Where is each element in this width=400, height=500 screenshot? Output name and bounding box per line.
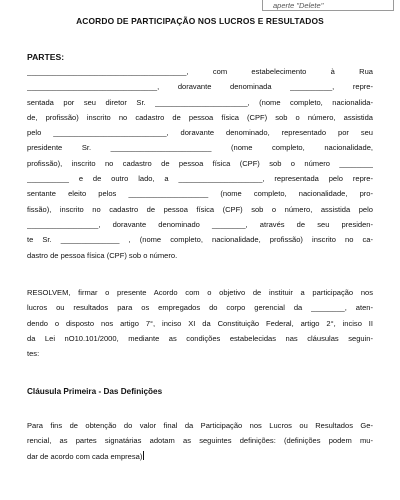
partes-label: PARTES:	[27, 52, 65, 62]
partes-paragraph[interactable]	[27, 64, 373, 263]
paragraph-line: ______________________________________, com estabelecimento à Rua	[27, 67, 373, 76]
paragraph-line	[27, 449, 373, 464]
resolvem-paragraph[interactable]	[27, 285, 373, 361]
paragraph-line: lucros ou resultados para os empregados do corpo gerencial da ________, aten-	[27, 303, 373, 313]
paragraph-line: Para fins de obtenção do valor final da Participação nos Lucros ou Resultados Ge-	[27, 421, 373, 430]
paragraph-line: sentada por seu diretor Sr. ______________________, (nome completo, nacionalida-	[27, 97, 373, 107]
paragraph-line: presidente Sr. ________________________ (nome completo, nacionalidade,	[27, 143, 373, 153]
paragraph-line: sentante eleito pelos ___________________ (nome completo, nacionalidade, pro-	[27, 189, 373, 199]
paragraph-line: dastro de pessoa física (CPF) sob o número.	[27, 250, 178, 260]
paragraph-line: da Lei nO10.101/2000, mediante as condições estabelecidas nas cláusulas seguin-	[27, 333, 373, 343]
text-cursor	[143, 451, 144, 460]
paragraph-line: de, profissão) inscrito no cadastro de pessoa física (CPF) sob o número, assistida	[27, 112, 373, 122]
document-title: ACORDO DE PARTICIPAÇÃO NOS LUCROS E RESULTADOS	[76, 16, 324, 26]
paragraph-line: rencial, as partes signatárias adotam as seguintes definições: (definições podem mu-	[27, 436, 373, 446]
paragraph-line: _______________________________, doravante denominada __________, repre-	[27, 82, 373, 92]
definitions-paragraph[interactable]	[27, 418, 373, 464]
paragraph-line: tes:	[27, 349, 40, 359]
paragraph-line: RESOLVEM, firmar o presente Acordo com o objetivo de instituir a participação nos	[27, 288, 373, 297]
delete-hint-box[interactable]: aperte "Delete"	[262, 0, 394, 11]
paragraph-line: dendo o disposto nos artigo 7°, inciso XI da Constituição Federal, artigo 2°, inciso II	[27, 318, 373, 328]
paragraph-line-text: dar de acordo com cada empresa)	[27, 451, 143, 461]
paragraph-line: fissão), inscrito no cadastro de pessoa física (CPF) sob o número, assistida pelo	[27, 204, 373, 214]
paragraph-line: te Sr. ______________ , (nome completo, nacionalidade, profissão) inscrito no ca-	[27, 235, 373, 245]
paragraph-line: _________________, doravante denominado ________, através de seu presiden-	[27, 219, 373, 229]
paragraph-line: __________ e de outro lado, a ____________________, representada pelo repre-	[27, 174, 373, 184]
paragraph-line: pelo ___________________________, doravante denominado, representado por seu	[27, 128, 373, 138]
paragraph-line: profissão), inscrito no cadastro de pessoa física (CPF) sob o número ________	[27, 158, 373, 168]
clause-heading: Cláusula Primeira - Das Definições	[27, 387, 163, 396]
